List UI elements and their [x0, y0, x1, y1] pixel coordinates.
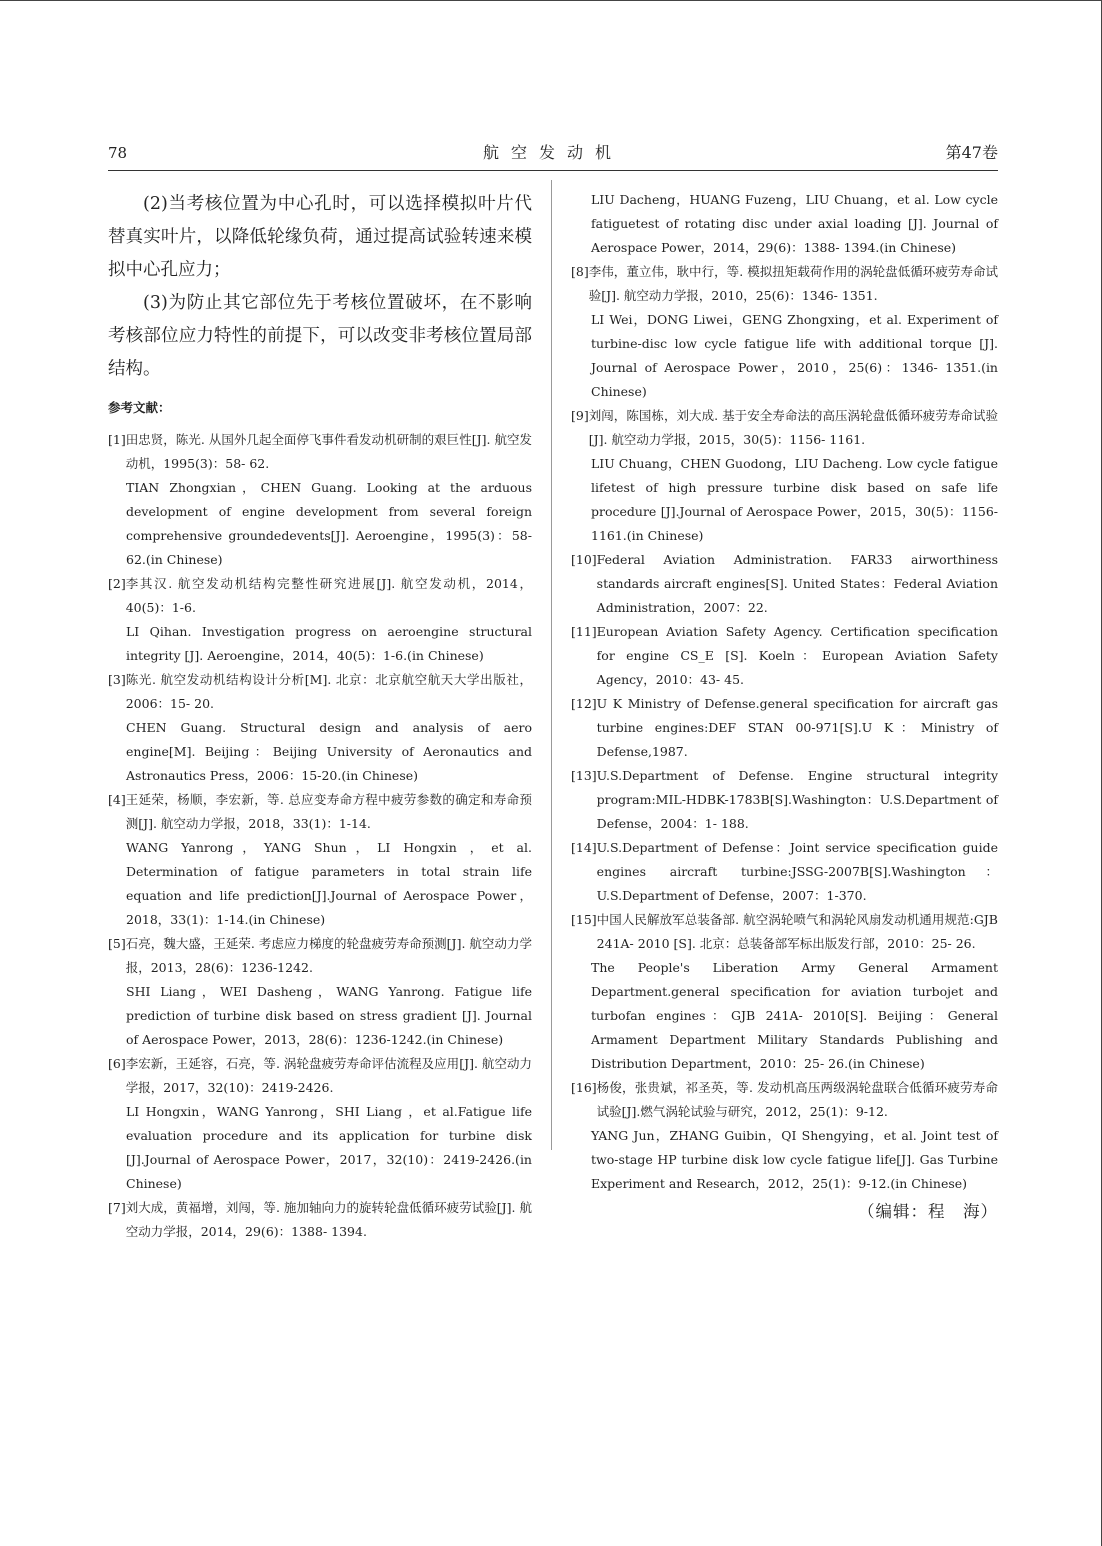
reference-item [571, 404, 998, 548]
reference-citation-primary: 中国人民解放军总装备部. 航空涡轮喷气和涡轮风扇发动机通用规范:GJB 241A- 2010 [S]. 北京：总装备部军标出版发行部，2010：25- 26. [596, 912, 998, 951]
reference-item [571, 692, 998, 764]
reference-citation-primary: 陈光. 航空发动机结构设计分析[M]. 北京：北京航空航天大学出版社，2006：15- 20. [125, 672, 532, 711]
reference-citation-primary: 李宏新，王延容，石亮，等. 涡轮盘疲劳寿命评估流程及应用[J]. 航空动力学报，2017，32(10)：2419-2426. [125, 1056, 532, 1095]
reference-number: [10] [571, 552, 597, 567]
reference-citation-english: LI Wei，DONG Liwei，GENG Zhongxing，et al. Experiment of turbine-disc low cycle fatigue life with additional torque [J]. Journal of Aerospace Power，2010，25(6)：1346- 1351.(in Chinese) [591, 312, 998, 399]
reference-list-left [108, 428, 532, 1244]
reference-citation-primary: 杨俊，张贵斌，祁圣英，等. 发动机高压两级涡轮盘联合低循环疲劳寿命试验[J].燃气涡轮试验与研究，2012，25(1)：9-12. [596, 1080, 998, 1119]
reference-citation-english: LIU Dacheng，HUANG Fuzeng，LIU Chuang，et al. Low cycle fatiguetest of rotating disc under axial loading [J]. Journal of Aerospace Power，2014，29(6)：1388- 1394.(in Chinese) [591, 192, 998, 255]
left-column [108, 188, 532, 1244]
reference-citation-primary: U K Ministry of Defense.general specification for aircraft gas turbine engines:DEF STAN 00-971[S].U K：Ministry of Defense,1987. [596, 696, 998, 759]
volume-label: 第47卷 [945, 143, 998, 162]
reference-citation-primary: 田忠贤，陈光. 从国外几起全面停飞事件看发动机研制的艰巨性[J]. 航空发动机，1995(3)：58- 62. [125, 432, 532, 471]
page-frame-top [0, 0, 1102, 1]
running-header [108, 140, 998, 166]
reference-citation-primary: Federal Aviation Administration. FAR33 airworthiness standards aircraft engines[S]. United States：Federal Aviation Administration，2007：22. [596, 552, 998, 615]
reference-number: [12] [571, 696, 597, 711]
body-paragraph: (2)当考核位置为中心孔时，可以选择模拟叶片代替真实叶片，以降低轮缘负荷，通过提高试验转速来模拟中心孔应力； [108, 194, 532, 280]
reference-citation-english: WANG Yanrong，YANG Shun，LI Hongxin ，et al. Determination of fatigue parameters in total strain life equation and life prediction[J].Journal of Aerospace Power，2018，33(1)：1-14.(in Chinese) [126, 840, 532, 927]
reference-item [571, 1076, 998, 1196]
reference-item [571, 908, 998, 1076]
reference-citation-primary: European Aviation Safety Agency. Certification specification for engine CS_E [S]. Koeln：European Aviation Safety Agency，2010：43- 45. [596, 624, 998, 687]
reference-number: [7] [108, 1200, 126, 1215]
reference-number: [4] [108, 792, 126, 807]
reference-number: [14] [571, 840, 597, 855]
reference-citation-primary: 王延荣，杨顺，李宏新，等. 总应变寿命方程中疲劳参数的确定和寿命预测[J]. 航空动力学报，2018，33(1)：1-14. [125, 792, 532, 831]
reference-number: [1] [108, 432, 126, 447]
reference-citation-english: The People's Liberation Army General Armament Department.general specification for aviation turbojet and turbofan engines：GJB 241A- 2010[S]. Beijing：General Armament Department Military Standards Publishing and Distribution Department，2010：25- 26.(in Chinese) [591, 960, 998, 1071]
reference-number: [15] [571, 912, 597, 927]
reference-citation-primary: U.S.Department of Defense：Joint service specification guide engines aircraft turbine:JSSG-2007B[S].Washington：U.S.Department of Defense，2007：1-370. [596, 840, 998, 903]
reference-item [108, 1052, 532, 1196]
reference-number: [5] [108, 936, 126, 951]
column-divider [551, 180, 552, 1150]
reference-item [108, 572, 532, 668]
journal-title: 航空发动机 [482, 143, 623, 162]
reference-citation-english: LIU Chuang，CHEN Guodong，LIU Dacheng. Low cycle fatigue lifetest of high pressure turbine disk based on safe life procedure [J].Journal of Aerospace Power，2015，30(5)：1156- 1161.(in Chinese) [591, 456, 998, 543]
reference-item [108, 428, 532, 572]
reference-number: [13] [571, 768, 597, 783]
reference-citation-primary: U.S.Department of Defense. Engine structural integrity program:MIL-HDBK-1783B[S].Washington：U.S.Department of Defense，2004：1- 188. [596, 768, 998, 831]
reference-number: [6] [108, 1056, 126, 1071]
reference-item [108, 932, 532, 1052]
reference-item [108, 1196, 532, 1244]
editor-note: （编辑：程 海） [858, 1202, 998, 1221]
reference-number: [9] [571, 408, 589, 423]
reference-item [571, 836, 998, 908]
reference-number: [16] [571, 1080, 597, 1095]
reference-citation-primary: 刘大成，黄福增，刘闯，等. 施加轴向力的旋转轮盘低循环疲劳试验[J]. 航空动力学报，2014，29(6)：1388- 1394. [125, 1200, 532, 1239]
reference-citation-english: LI Hongxin，WANG Yanrong，SHI Liang ，et al.Fatigue life evaluation procedure and its application for turbine disk [J].Journal of Aerospace Power，2017，32(10)：2419-2426.(in Chinese) [126, 1104, 532, 1191]
reference-item [108, 668, 532, 788]
body-paragraph: (3)为防止其它部位先于考核位置破坏，在不影响考核部位应力特性的前提下，可以改变非考核位置局部结构。 [108, 293, 532, 379]
reference-number: [11] [571, 624, 597, 639]
reference-item [571, 764, 998, 836]
reference-citation-english: LI Qihan. Investigation progress on aeroengine structural integrity [J]. Aeroengine，2014，40(5)：1-6.(in Chinese) [126, 624, 532, 663]
reference-citation-english: TIAN Zhongxian，CHEN Guang. Looking at the arduous development of engine development from several foreign comprehensive groundedevents[J]. Aeroengine，1995(3)：58- 62.(in Chinese) [126, 480, 532, 567]
header-rule [108, 170, 998, 171]
reference-citation-primary: 石亮，魏大盛，王延荣. 考虑应力梯度的轮盘疲劳寿命预测[J]. 航空动力学报，2013，28(6)：1236-1242. [125, 936, 532, 975]
references-heading: 参考文献： [108, 400, 171, 415]
reference-citation-english: CHEN Guang. Structural design and analysis of aero engine[M]. Beijing：Beijing University of Aeronautics and Astronautics Press，2006：15-20.(in Chinese) [126, 720, 532, 783]
reference-number: [3] [108, 672, 126, 687]
reference-citation-primary: 刘闯，陈国栋，刘大成. 基于安全寿命法的高压涡轮盘低循环疲劳寿命试验[J]. 航空动力学报，2015，30(5)：1156- 1161. [588, 408, 998, 447]
page-number: 78 [108, 144, 128, 162]
reference-item [108, 788, 532, 932]
reference-item [571, 548, 998, 620]
reference-citation-primary: 李伟，董立伟，耿中行，等. 模拟扭矩载荷作用的涡轮盘低循环疲劳寿命试验[J]. 航空动力学报，2010，25(6)：1346- 1351. [588, 264, 998, 303]
reference-citation-primary: 李其汉. 航空发动机结构完整性研究进展[J]. 航空发动机，2014，40(5)：1-6. [125, 576, 532, 615]
reference-number: [2] [108, 576, 126, 591]
right-column [571, 188, 998, 1226]
reference-citation-english: SHI Liang，WEI Dasheng，WANG Yanrong. Fatigue life prediction of turbine disk based on stress gradient [J]. Journal of Aerospace Power，2013，28(6)：1236-1242.(in Chinese) [126, 984, 532, 1047]
reference-list-right [571, 188, 998, 1196]
reference-item [571, 620, 998, 692]
reference-citation-english: YANG Jun，ZHANG Guibin，QI Shengying，et al. Joint test of two-stage HP turbine disk low cycle fatigue life[J]. Gas Turbine Experiment and Research，2012，25(1)：9-12.(in Chinese) [591, 1128, 998, 1191]
reference-item [571, 260, 998, 404]
reference-number: [8] [571, 264, 589, 279]
